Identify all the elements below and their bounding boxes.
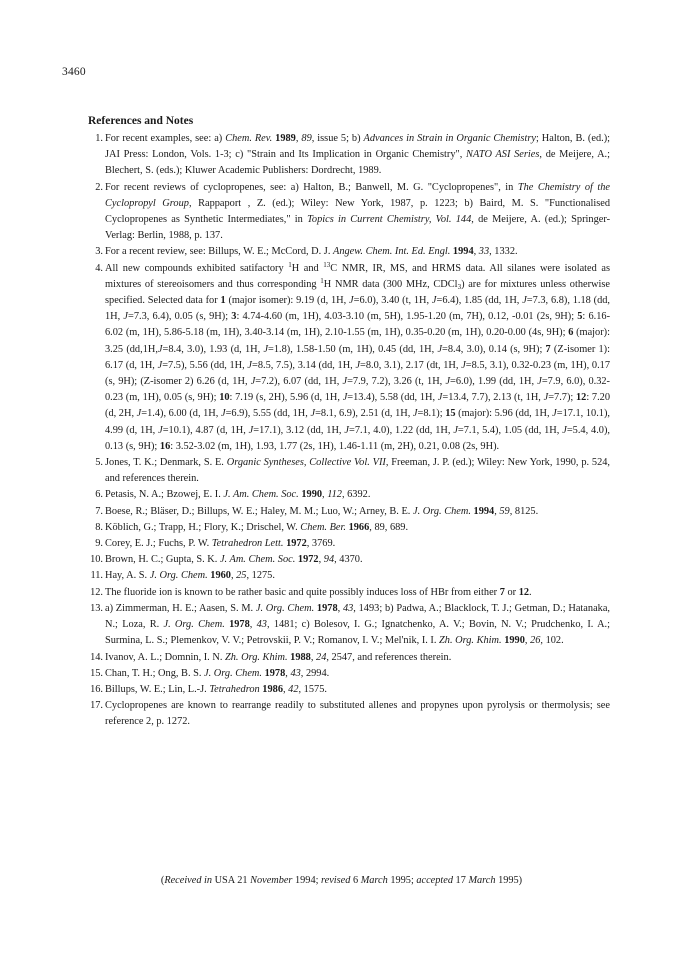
reference-item [88, 552, 610, 568]
page-number: 3460 [62, 66, 86, 78]
received-dates: (Received in USA 21 November 1994; revised 6 March 1995; accepted 17 March 1995) [160, 875, 523, 886]
reference-item [88, 585, 610, 601]
reference-number: 9. [95, 538, 103, 550]
reference-text: Chan, T. H.; Ong, B. S. J. Org. Chem. 1978, 43, 2994. [105, 667, 330, 679]
reference-text: Ivanov, A. L.; Domnin, I. N. Zh. Org. Khim. 1988, 24, 2547, and references therein. [105, 651, 452, 663]
reference-list [88, 131, 610, 731]
reference-item [88, 536, 610, 552]
reference-item [88, 601, 610, 650]
reference-number: 15. [90, 667, 103, 679]
reference-item [88, 698, 610, 730]
reference-item [88, 504, 610, 520]
reference-number: 5. [95, 457, 103, 469]
reference-item [88, 487, 610, 503]
reference-item [88, 131, 610, 180]
reference-number: 1. [95, 133, 103, 144]
reference-item [88, 666, 610, 682]
reference-text: a) Zimmerman, H. E.; Aasen, S. M. J. Org. Chem. 1978, 43, 1493; b) Padwa, A.; Blacklock, T. J.; Getman, D.; Hatanaka, N.; Loza, R. J. Org. Chem. 1978, 43, 1481; c) Bolesov, I. G.; Ignatchenko, A. V.; Bovin, N. V.; Prudchenko, I. A.; Surmina, L. S.; Plemenkov, V. V.; Petrovskii, P. V.; Romanov, I. V.; Mel'nik, I. I. Zh. Org. Khim. 1990, 26, 102. [105, 602, 611, 647]
reference-text: For a recent review, see: Billups, W. E.; McCord, D. J. Angew. Chem. Int. Ed. Engl. 1994, 33, 1332. [105, 246, 518, 258]
reference-number: 10. [90, 554, 103, 566]
reference-number: 16. [90, 683, 103, 695]
reference-text: Billups, W. E.; Lin, L.-J. Tetrahedron 1986, 42, 1575. [105, 683, 327, 695]
reference-item [88, 682, 610, 698]
reference-number: 14. [90, 651, 103, 663]
reference-item [88, 261, 610, 455]
reference-text: Hay, A. S. J. Org. Chem. 1960, 25, 1275. [105, 570, 275, 582]
reference-text: The fluoride ion is known to be rather basic and quite possibly induces loss of HBr from either 7 or 12. [105, 586, 532, 598]
reference-item [88, 650, 610, 666]
reference-text: Cyclopropenes are known to rearrange readily to substituted allenes and propynes upon pyrolysis or thermolysis; see reference 2, p. 1272. [105, 700, 610, 728]
reference-item [88, 568, 610, 584]
section-heading: References and Notes [88, 115, 194, 127]
reference-item [88, 455, 610, 487]
reference-text: All new compounds exhibited satifactory $^1$H and $^{13}$C NMR, IR, MS, and HRMS data. All silanes were isolated as mixtures of stereoisomers and thus corresponding $^1$H NMR data (300 MHz, CDCl$_3$) are for mixtures unless otherwise specified. Selected data for 1 (major isomer): 9.19 (d, 1H, J=6.0), 3.40 (t, 1H, J=6.4), 1.85 (dd, 1H, J=7.3, 6.8), 1.18 (dd, 1H, J=7.3, 6.4), 0.05 (s, 9H); 3: 4.74-4.60 (m, 1H), 4.03-3.10 (m, 5H), 1.95-1.20 (m, 7H), 0.12, -0.01 (2s, 9H); 5: 6.16-6.02 (m, 1H), 5.86-5.18 (m, 1H), 3.40-3.14 (m, 1H), 2.10-1.55 (m, 1H), 0.35-0.20 (m, 1H), 0.20-0.00 (4s, 9H); 6 (major): 3.25 (dd,1H,J=8.4, 3.0), 1.93 (d, 1H, J=1.8), 1.58-1.50 (m, 1H), 0.45 (dd, 1H, J=8.4, 3.0), 0.14 (s, 9H); 7 (Z-isomer 1): 6.17 (d, 1H, J=7.5), 5.56 (dd, 1H, J=8.5, 7.5), 3.14 (dd, 1H, J=8.0, 3.1), 2.17 (dt, 1H, J=8.5, 3.1), 0.32-0.23 (m, 1H), 0.17 (s, 9H); (Z-isomer 2) 6.26 (d, 1H, J=7.2), 6.07 (dd, 1H, J=7.9, 7.2), 3.26 (t, 1H, J=6.0), 1.99 (dd, 1H, J=7.9, 6.0), 0.32-0.23 (m, 1H), 0.05 (s, 9H); 10: 7.19 (s, 2H), 5.96 (d, 1H, J=13.4), 5.58 (dd, 1H, J=13.4, 7.7), 2.13 (t, 1H, J=7.7); 12: 7.20 (d, 2H, J=1.4), 6.00 (d, 1H, J=6.9), 5.55 (dd, 1H, J=8.1, 6.9), 2.51 (d, 1H, J=8.1); 15 (major): 5.96 (dd, 1H, J=17.1, 10.1), 4.99 (d, 1H, J=10.1), 4.87 (d, 1H, J=17.1), 3.12 (dd, 1H, J=7.1, 4.0), 1.22 (dd, 1H, J=7.1, 5.4), 1.05 (dd, 1H, J=5.4, 4.0), 0.13 (s, 9H); 16: 3.52-3.02 (m, 1H), 1.93, 1.77 (2s, 1H), 1.46-1.11 (m, 2H), 0.21, 0.08 (2s, 9H). [105, 260, 611, 452]
reference-number: 6. [95, 489, 103, 501]
reference-item [88, 180, 610, 245]
reference-number: 4. [95, 262, 103, 274]
reference-number: 3. [95, 246, 103, 258]
reference-text: Jones, T. K.; Denmark, S. E. Organic Syntheses, Collective Vol. VII, Freeman, J. P. (ed.); Wiley: New York, 1990, p. 524, and references therein. [105, 457, 611, 485]
reference-number: 8. [95, 521, 103, 533]
reference-text: For recent reviews of cyclopropenes, see: a) Halton, B.; Banwell, M. G. "Cyclopropenes", in The Chemistry of the Cyclopropyl Group, Rappaport , Z. (ed.); Wiley: New York, 1987, p. 1223; b) Baird, M. S. "Functionalised Cyclopropenes as Synthetic Intermediates," in Topics in Current Chemistry, Vol. 144, de Meijere, A. (ed.); Springer-Verlag: Berlin, 1988, p. 137. [105, 181, 611, 242]
reference-number: 17. [90, 700, 103, 712]
reference-text: Brown, H. C.; Gupta, S. K. J. Am. Chem. Soc. 1972, 94, 4370. [105, 554, 363, 566]
reference-text: Corey, E. J.; Fuchs, P. W. Tetrahedron Lett. 1972, 3769. [105, 538, 336, 550]
reference-number: 11. [90, 570, 103, 582]
reference-text: Petasis, N. A.; Bzowej, E. I. J. Am. Chem. Soc. 1990, 112, 6392. [105, 489, 371, 501]
reference-text: Köblich, G.; Trapp, H.; Flory, K.; Drischel, W. Chem. Ber. 1966, 89, 689. [105, 521, 409, 533]
reference-item [88, 244, 610, 260]
reference-number: 7. [95, 505, 103, 517]
reference-number: 13. [90, 602, 103, 614]
reference-item [88, 520, 610, 536]
reference-number: 12. [90, 586, 103, 598]
reference-text: Boese, R.; Bläser, D.; Billups, W. E.; Haley, M. M.; Luo, W.; Arney, B. E. J. Org. Chem. 1994, 59, 8125. [105, 505, 539, 517]
reference-text: For recent examples, see: a) Chem. Rev. 1989, 89, issue 5; b) Advances in Strain in Organic Chemistry; Halton, B. (ed.); JAI Press: London, Vols. 1-3; c) "Strain and Its Implication in Organic Chemistry", NATO ASI Series, de Meijere, A.; Blechert, S. (eds.); Kluwer Academic Publishers: Dordrecht, 1989. [105, 133, 611, 177]
reference-number: 2. [95, 181, 103, 193]
